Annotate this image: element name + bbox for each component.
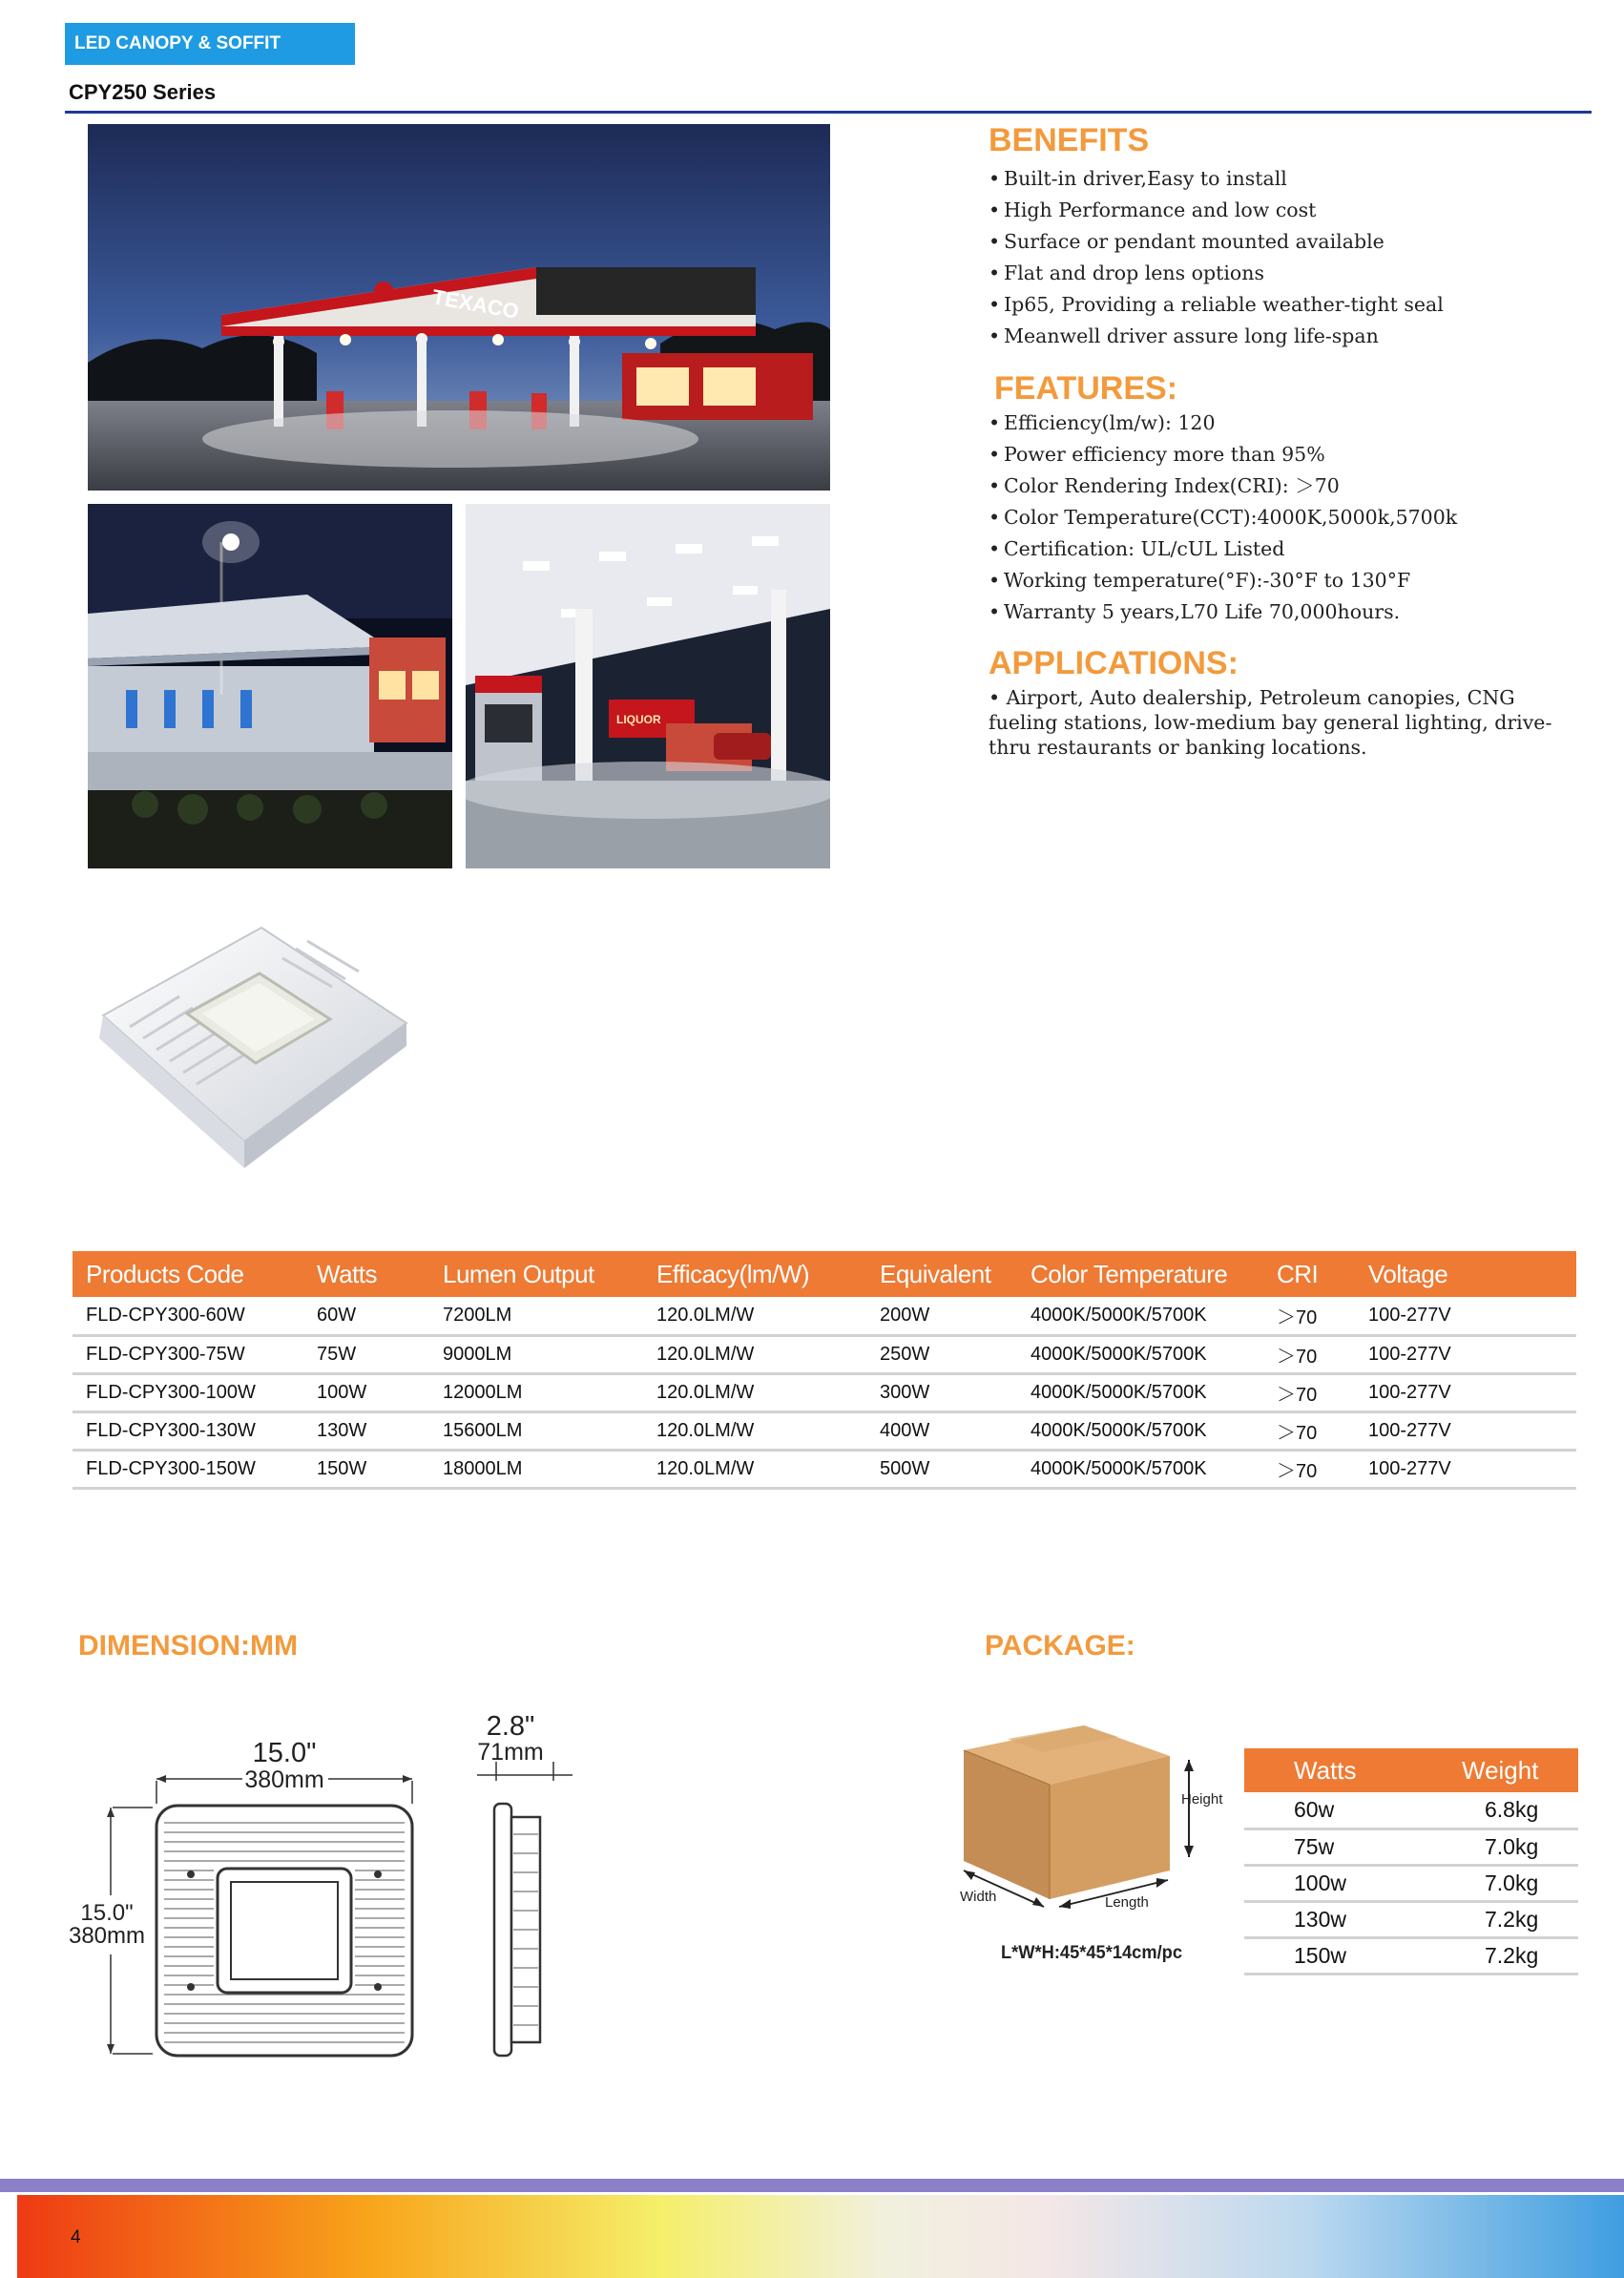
table-cell: 9000LM: [429, 1335, 643, 1373]
benefit-item: • Flat and drop lens options: [989, 258, 1444, 289]
footer-gradient-band: [17, 2195, 1624, 2278]
table-cell: 100-277V: [1355, 1373, 1576, 1411]
table-cell: ＞70: [1263, 1297, 1355, 1335]
depth-mm-label: 71mm: [477, 1739, 544, 1766]
table-cell: ＞70: [1263, 1411, 1355, 1450]
table-cell: 100w: [1244, 1865, 1405, 1901]
table-row: [73, 1373, 1576, 1411]
col-header: Watts: [303, 1251, 429, 1297]
benefit-item: • Surface or pendant mounted available: [989, 226, 1444, 258]
table-row: [73, 1411, 1576, 1450]
product-fixture-image: [92, 920, 416, 1176]
table-row: [73, 1297, 1576, 1335]
spec-header-row: [73, 1251, 1576, 1297]
applications-title: APPLICATIONS:: [989, 645, 1239, 681]
table-cell: 7200LM: [429, 1297, 643, 1335]
table-cell: 100-277V: [1355, 1335, 1576, 1373]
table-row: [1244, 1901, 1578, 1937]
table-cell: FLD-CPY300-60W: [73, 1297, 303, 1335]
table-cell: 75w: [1244, 1829, 1405, 1865]
box-width-label: Width: [960, 1889, 997, 1905]
table-cell: FLD-CPY300-130W: [73, 1411, 303, 1450]
col-header: CRI: [1263, 1251, 1355, 1297]
table-cell: 4000K/5000K/5700K: [1017, 1297, 1263, 1335]
table-cell: 7.0kg: [1405, 1829, 1578, 1865]
box-height-label: Height: [1181, 1791, 1223, 1808]
table-cell: 4000K/5000K/5700K: [1017, 1335, 1263, 1373]
table-cell: FLD-CPY300-75W: [73, 1335, 303, 1373]
width-mm-label: 380mm: [244, 1766, 324, 1793]
package-header-row: [1244, 1748, 1578, 1792]
depth-inch-label: 2.8": [486, 1711, 535, 1742]
table-cell: 100-277V: [1355, 1411, 1576, 1450]
height-mm-label: 380mm: [68, 1923, 146, 1949]
table-cell: ＞70: [1263, 1373, 1355, 1411]
table-cell: 150W: [303, 1450, 429, 1488]
table-cell: 400W: [866, 1411, 1017, 1450]
applications-text: • Airport, Auto dealership, Petroleum canopies, CNG fueling stations, low-medium bay general lighting, drive-thru restaurants or banking locations.: [989, 686, 1552, 759]
table-cell: FLD-CPY300-150W: [73, 1450, 303, 1488]
table-cell: 150w: [1244, 1937, 1405, 1974]
box-size-label: L*W*H:45*45*14cm/pc: [1001, 1943, 1183, 1963]
feature-item: • Color Temperature(CCT):4000K,5000k,5700k: [989, 502, 1457, 533]
table-row: [1244, 1792, 1578, 1829]
table-row: [73, 1450, 1576, 1488]
table-row: [73, 1335, 1576, 1373]
table-cell: 200W: [866, 1297, 1017, 1335]
table-row: [1244, 1829, 1578, 1865]
photo-gas-station-dusk: [88, 124, 830, 491]
table-cell: 7.2kg: [1405, 1901, 1578, 1937]
feature-item: • Color Rendering Index(CRI): ＞70: [989, 470, 1457, 502]
benefit-item: • Ip65, Providing a reliable weather-tight seal: [989, 289, 1444, 321]
table-cell: 500W: [866, 1450, 1017, 1488]
table-cell: 120.0LM/W: [643, 1297, 866, 1335]
col-header: Products Code: [73, 1251, 303, 1297]
col-header: Watts: [1244, 1748, 1405, 1792]
table-cell: 12000LM: [429, 1373, 643, 1411]
table-cell: 4000K/5000K/5700K: [1017, 1373, 1263, 1411]
header-divider: [65, 111, 1592, 114]
benefit-item: • Meanwell driver assure long life-span: [989, 321, 1444, 352]
table-cell: 4000K/5000K/5700K: [1017, 1411, 1263, 1450]
spec-table: [73, 1251, 1576, 1490]
table-cell: 130W: [303, 1411, 429, 1450]
table-cell: 75W: [303, 1335, 429, 1373]
col-header: Equivalent: [866, 1251, 1017, 1297]
texaco-sign-text: TEXACO: [430, 284, 521, 324]
feature-item: • Warranty 5 years,L70 Life 70,000hours.: [989, 596, 1457, 628]
table-cell: 120.0LM/W: [643, 1373, 866, 1411]
height-inch-label: 15.0": [80, 1900, 134, 1926]
table-cell: 100W: [303, 1373, 429, 1411]
liquor-sign-text: LIQUOR: [616, 713, 661, 726]
table-cell: 6.8kg: [1405, 1792, 1578, 1829]
features-list: [989, 408, 1457, 628]
table-cell: 7.0kg: [1405, 1865, 1578, 1901]
col-header: Efficacy(lm/W): [643, 1251, 866, 1297]
table-cell: 100-277V: [1355, 1297, 1576, 1335]
footer-divider: [0, 2179, 1624, 2192]
package-title: PACKAGE:: [985, 1630, 1135, 1661]
photo-gas-station-night: [88, 504, 452, 868]
table-row: [1244, 1937, 1578, 1974]
col-header: Color Temperature: [1017, 1251, 1263, 1297]
feature-item: • Certification: UL/cUL Listed: [989, 533, 1457, 565]
benefits-list: [989, 163, 1444, 352]
table-cell: 120.0LM/W: [643, 1450, 866, 1488]
col-header: Lumen Output: [429, 1251, 643, 1297]
col-header: Voltage: [1355, 1251, 1576, 1297]
table-cell: 250W: [866, 1335, 1017, 1373]
dimension-drawing: [57, 1704, 592, 2086]
table-cell: 120.0LM/W: [643, 1335, 866, 1373]
page-number: 4: [71, 2227, 81, 2247]
feature-item: • Efficiency(lm/w): 120: [989, 408, 1457, 439]
table-cell: 15600LM: [429, 1411, 643, 1450]
col-header: Weight: [1405, 1748, 1578, 1792]
benefit-item: • Built-in driver,Easy to install: [989, 163, 1444, 195]
table-cell: 300W: [866, 1373, 1017, 1411]
feature-item: • Working temperature(°F):-30°F to 130°F: [989, 565, 1457, 596]
table-cell: FLD-CPY300-100W: [73, 1373, 303, 1411]
table-row: [1244, 1865, 1578, 1901]
table-cell: ＞70: [1263, 1450, 1355, 1488]
features-title: FEATURES:: [994, 370, 1178, 407]
box-length-label: Length: [1105, 1894, 1149, 1911]
width-inch-label: 15.0": [252, 1738, 317, 1768]
benefit-item: • High Performance and low cost: [989, 195, 1444, 226]
series-title: CPY250 Series: [69, 80, 217, 104]
table-cell: 120.0LM/W: [643, 1411, 866, 1450]
table-cell: 4000K/5000K/5700K: [1017, 1450, 1263, 1488]
package-table: [1244, 1748, 1578, 1975]
table-cell: 60W: [303, 1297, 429, 1335]
table-cell: 60w: [1244, 1792, 1405, 1829]
package-box-drawing: [950, 1718, 1237, 1985]
category-tag: LED CANOPY & SOFFIT: [65, 23, 355, 65]
dimension-title: DIMENSION:MM: [78, 1630, 298, 1661]
table-cell: ＞70: [1263, 1335, 1355, 1373]
feature-item: • Power efficiency more than 95%: [989, 439, 1457, 470]
benefits-title: BENEFITS: [989, 122, 1150, 158]
table-cell: 18000LM: [429, 1450, 643, 1488]
photo-canopy-pump: [466, 504, 830, 868]
table-cell: 130w: [1244, 1901, 1405, 1937]
table-cell: 100-277V: [1355, 1450, 1576, 1488]
table-cell: 7.2kg: [1405, 1937, 1578, 1974]
